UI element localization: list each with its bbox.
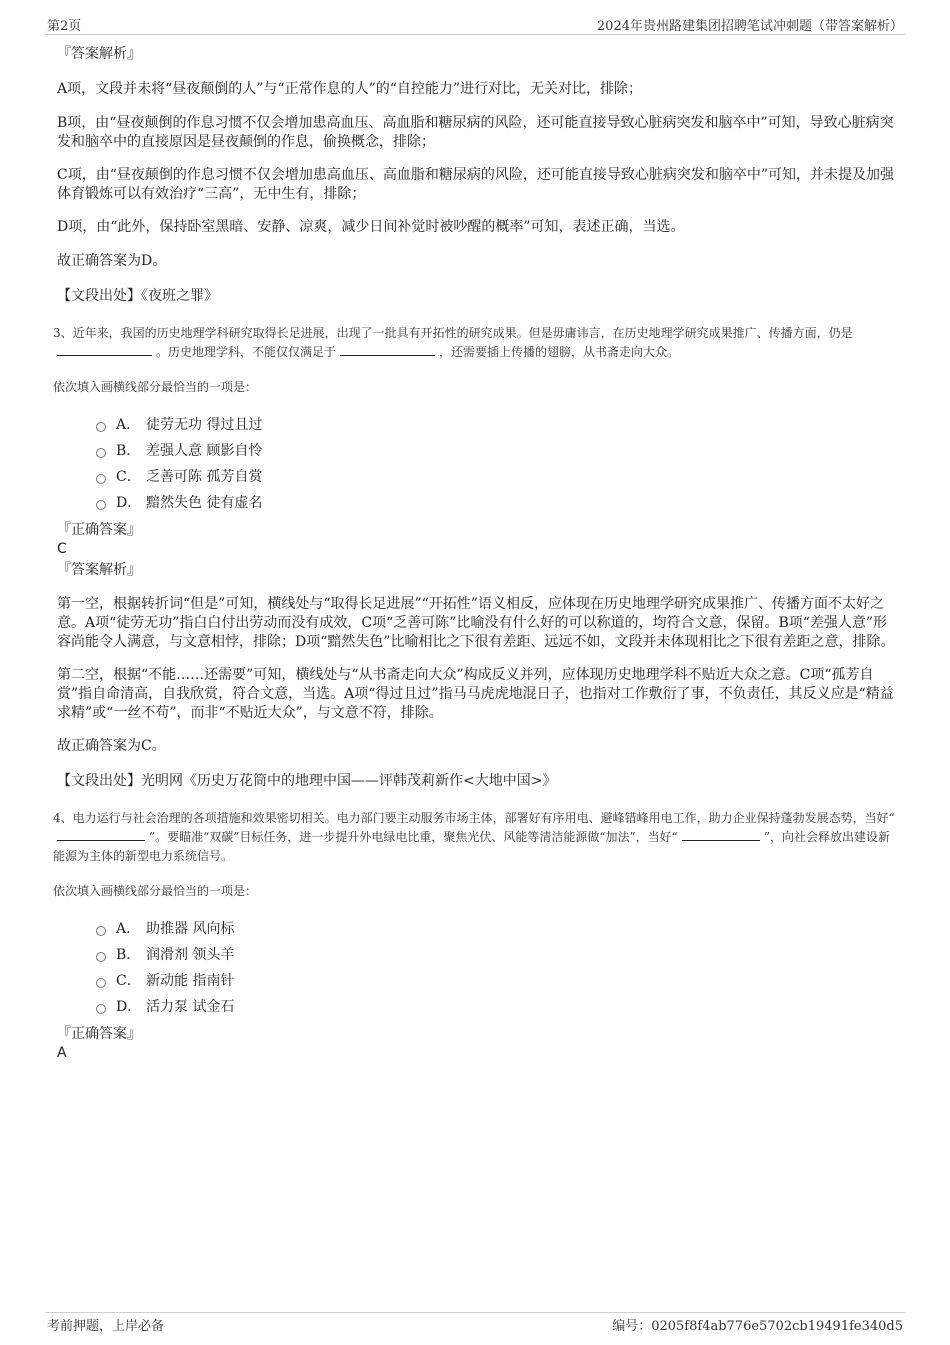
option-text: 助推器 风向标 [146,921,235,937]
q2-analysis-d: D项，由“此外，保持卧室黑暗、安静、凉爽，减少日间补觉时被吵醒的概率”可知，表述正确，当选。 [57,219,685,235]
q3-analysis-title: 『答案解析』 [57,562,141,578]
option-letter: A． [116,417,141,433]
q4-stem [53,809,897,866]
q2-conclusion: 故正确答案为D。 [57,253,167,269]
q3-correct-title: 『正确答案』 [57,522,141,538]
radio-icon[interactable] [96,926,106,936]
page-header [45,14,905,35]
q3-stem-part1: 3、近年来，我国的历史地理学科研究取得长足进展，出现了一批具有开拓性的研究成果。但是毋庸讳言，在历史地理学研究成果推广、传播方面，仍是 [53,326,853,340]
radio-icon[interactable] [96,448,106,458]
page-number: 第2页 [47,19,82,34]
q3-option-b[interactable] [96,437,897,463]
option-text: 黯然失色 徒有虚名 [146,495,263,511]
radio-icon[interactable] [96,978,106,988]
q3-stem-part2: 。历史地理学科，不能仅仅满足于 [156,345,337,359]
q4-option-b[interactable] [96,941,897,967]
q3-stem [53,324,897,362]
q3-option-c[interactable] [96,463,897,489]
radio-icon[interactable] [96,952,106,962]
radio-icon[interactable] [96,474,106,484]
q2-analysis-a: A项，文段并未将“昼夜颠倒的人”与“正常作息的人”的“自控能力”进行对比，无关对比，排除； [57,81,643,97]
option-text: 润滑剂 领头羊 [146,947,235,963]
q4-correct-answer: A [57,1045,67,1061]
q3-prompt: 依次填入画横线部分最恰当的一项是： [53,380,258,394]
option-letter: C． [116,469,141,485]
option-letter: B． [116,443,141,459]
q2-analysis-b: B项，由“昼夜颠倒的作息习惯不仅会增加患高血压、高血脂和糖尿病的风险，还可能直接导致心脏病突发和脑卒中”可知，导致心脏病突发和脑卒中的直接原因是昼夜颠倒的作息，偷换概念，排除； [57,115,894,150]
q4-blank-2 [682,828,760,841]
option-text: 活力泵 试金石 [146,999,235,1015]
q3-options [96,411,897,515]
q3-source: 【文段出处】光明网《历史万花筒中的地理中国——评韩茂莉新作<大地中国>》 [57,773,557,789]
q2-analysis-c: C项，由“昼夜颠倒的作息习惯不仅会增加患高血压、高血脂和糖尿病的风险，还可能直接导致心脏病突发和脑卒中”可知，并未提及加强体育锻炼可以有效治疗“三高”，无中生有，排除； [57,167,895,202]
q4-correct-title: 『正确答案』 [57,1026,141,1042]
q3-analysis-para2: 第二空，根据“不能……还需要”可知，横线处与“从书斋走向大众”构成反义并列，应体现历史地理学科不贴近大众之意。C项“孤芳自赏”指自命清高，自我欣赏，符合文意，当选。A项“得过且过”指马马虎虎地混日子，也指对工作敷衍了事，不负责任，其反义应是“精益求精”或“一丝不苟”，而非“不贴近大众”，与文意不符，排除。 [57,667,894,721]
footer-slogan: 考前押题，上岸必备 [47,1319,165,1334]
q3-conclusion: 故正确答案为C。 [57,738,166,754]
q4-blank-1 [57,828,145,841]
option-text: 差强人意 顾影自怜 [146,443,263,459]
option-text: 徒劳无功 得过且过 [146,417,263,433]
q4-option-d[interactable] [96,993,897,1019]
option-letter: A． [116,921,141,937]
q3-option-a[interactable] [96,411,897,437]
option-letter: D． [116,999,142,1015]
q3-analysis-para1: 第一空，根据转折词“但是”可知，横线处与“取得长足进展”“开拓性”语义相反，应体现在历史地理学研究成果推广、传播方面不太好之意。A项“徒劳无功”指白白付出劳动而没有成效，C项“乏善可陈”比喻没有什么好的可以称道的，均符合文意，保留。B项“差强人意”形容尚能令人满意，与文意相悖，排除；D项“黯然失色”比喻相比之下很有差距、远远不如，文段并未体现相比之下很有差距之意，排除。 [57,596,895,650]
document-title: 2024年贵州路建集团招聘笔试冲刺题（带答案解析） [596,19,903,34]
footer-code: 编号：0205f8f4ab776e5702cb19491fe340d5 [612,1319,903,1334]
q4-option-a[interactable] [96,915,897,941]
page-footer [45,1312,905,1334]
q4-option-c[interactable] [96,967,897,993]
q4-stem-part3: ”，向社会释放出建设新能源为主体的新型电力系统信号。 [53,830,890,863]
q3-correct-answer: C [57,541,67,557]
radio-icon[interactable] [96,500,106,510]
radio-icon[interactable] [96,1004,106,1014]
option-letter: B． [116,947,141,963]
q4-prompt: 依次填入画横线部分最恰当的一项是： [53,884,258,898]
q3-blank-1 [57,343,152,356]
q4-stem-part2: ”。要瞄准“双碳”目标任务，进一步提升外电绿电比重，聚焦光伏、风能等清洁能源做“加法”，当好“ [149,830,678,844]
option-text: 乏善可陈 孤芳自赏 [146,469,263,485]
q3-stem-part3: ，还需要插上传播的翅膀，从书斋走向大众。 [439,345,680,359]
q4-stem-part1: 4、电力运行与社会治理的各项措施和效果密切相关。电力部门要主动服务市场主体，部署好有序用电、避峰错峰用电工作，助力企业保持蓬勃发展态势，当好“ [53,811,895,825]
option-text: 新动能 指南针 [146,973,235,989]
option-letter: C． [116,973,141,989]
q3-option-d[interactable] [96,489,897,515]
q4-options [96,915,897,1019]
q2-source: 【文段出处】《夜班之罪》 [57,288,218,304]
q3-blank-2 [340,343,435,356]
q2-analysis-title: 『答案解析』 [57,46,141,62]
document-body [53,45,897,1062]
radio-icon[interactable] [96,422,106,432]
option-letter: D． [116,495,142,511]
